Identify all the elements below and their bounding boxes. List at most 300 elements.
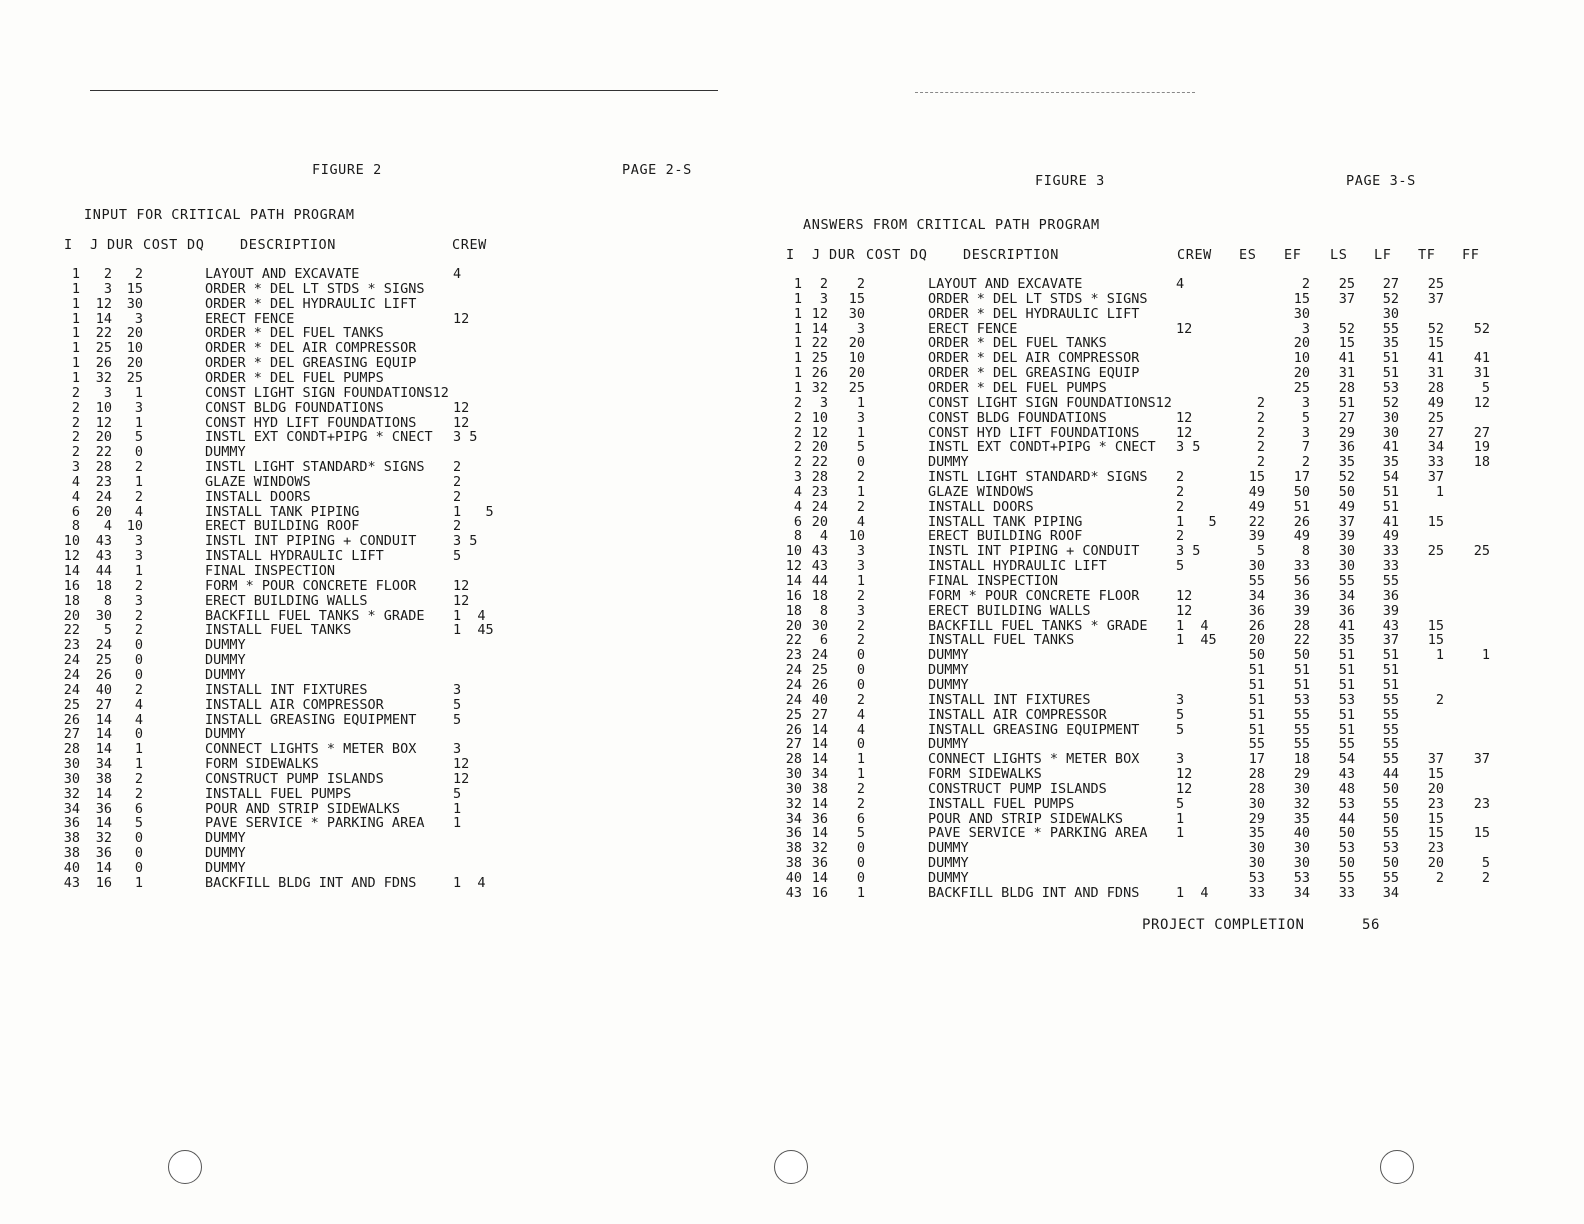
cell-ef: 51 bbox=[1293, 498, 1310, 515]
cell-tf: 33 bbox=[1427, 454, 1444, 471]
table-row bbox=[60, 668, 520, 683]
cell-ls: 53 bbox=[1338, 840, 1355, 857]
cell-crew: 3 5 bbox=[453, 533, 478, 550]
cell-es: 55 bbox=[1248, 736, 1265, 753]
cell-j: 8 bbox=[819, 602, 828, 619]
cell-tf: 23 bbox=[1427, 840, 1444, 857]
cell-dur: 6 bbox=[134, 800, 143, 817]
cell-dur: 3 bbox=[856, 543, 865, 560]
cell-crew: 1 5 bbox=[1176, 513, 1217, 530]
table-row bbox=[780, 351, 1500, 366]
table-row bbox=[780, 693, 1500, 708]
cell-dur: 2 bbox=[856, 632, 865, 649]
cell-i: 4 bbox=[793, 483, 802, 500]
cell-tf: 20 bbox=[1427, 780, 1444, 797]
cell-j: 14 bbox=[811, 320, 828, 337]
cell-desc: PAVE SERVICE * PARKING AREA bbox=[928, 825, 1148, 842]
cell-dur: 0 bbox=[134, 637, 143, 654]
table-row bbox=[780, 366, 1500, 381]
cell-ls: 51 bbox=[1338, 394, 1355, 411]
cell-desc: CONST BLDG FOUNDATIONS bbox=[205, 399, 384, 416]
cell-desc: DUMMY bbox=[205, 652, 246, 669]
cell-lf: 51 bbox=[1382, 483, 1399, 500]
cell-j: 36 bbox=[95, 800, 112, 817]
figure2-subtitle: INPUT FOR CRITICAL PATH PROGRAM bbox=[84, 207, 355, 223]
cell-lf: 44 bbox=[1382, 766, 1399, 783]
cell-lf: 30 bbox=[1382, 424, 1399, 441]
cell-i: 1 bbox=[71, 280, 80, 297]
table-row bbox=[60, 475, 520, 490]
cell-ef: 30 bbox=[1293, 305, 1310, 322]
cell-desc: ORDER * DEL FUEL TANKS bbox=[205, 325, 384, 342]
cell-i: 2 bbox=[71, 444, 80, 461]
cell-dur: 3 bbox=[856, 320, 865, 337]
cell-j: 14 bbox=[811, 721, 828, 738]
cell-es: 49 bbox=[1248, 498, 1265, 515]
cell-desc: INSTL LIGHT STANDARD* SIGNS bbox=[205, 459, 425, 476]
table-row bbox=[780, 886, 1500, 901]
cell-ef: 15 bbox=[1293, 290, 1310, 307]
cell-dur: 3 bbox=[134, 399, 143, 416]
cell-tf: 27 bbox=[1427, 424, 1444, 441]
cell-crew: 12 bbox=[453, 592, 470, 609]
cell-j: 32 bbox=[811, 379, 828, 396]
cell-i: 4 bbox=[793, 498, 802, 515]
cell-ef: 49 bbox=[1293, 528, 1310, 545]
cell-crew: 5 bbox=[453, 711, 462, 728]
table-row bbox=[780, 411, 1500, 426]
cell-i: 36 bbox=[785, 825, 802, 842]
cell-i: 6 bbox=[71, 503, 80, 520]
cell-j: 10 bbox=[95, 399, 112, 416]
cell-crew: 3 bbox=[1176, 691, 1185, 708]
cell-j: 40 bbox=[95, 681, 112, 698]
cell-es: 30 bbox=[1248, 840, 1265, 857]
cell-desc: INSTALL INT FIXTURES bbox=[205, 681, 368, 698]
cell-dur: 1 bbox=[856, 394, 865, 411]
cell-j: 12 bbox=[95, 414, 112, 431]
cell-lf: 52 bbox=[1382, 394, 1399, 411]
cell-tf: 34 bbox=[1427, 439, 1444, 456]
cell-j: 26 bbox=[95, 355, 112, 372]
cell-j: 14 bbox=[95, 726, 112, 743]
cell-lf: 55 bbox=[1382, 795, 1399, 812]
cell-j: 6 bbox=[819, 632, 828, 649]
cell-ef: 10 bbox=[1293, 350, 1310, 367]
cell-desc: INSTL EXT CONDT+PIPG * CNECT bbox=[205, 429, 433, 446]
cell-crew: 5 bbox=[453, 548, 462, 565]
col-description: DESCRIPTION bbox=[963, 247, 1060, 263]
cell-lf: 51 bbox=[1382, 662, 1399, 679]
cell-ls: 55 bbox=[1338, 736, 1355, 753]
cell-crew: 1 4 bbox=[453, 607, 486, 624]
cell-dur: 0 bbox=[856, 840, 865, 857]
cell-ff: 5 bbox=[1481, 855, 1490, 872]
cell-i: 26 bbox=[785, 721, 802, 738]
figure3-title: FIGURE 3 bbox=[1035, 173, 1105, 189]
cell-i: 2 bbox=[71, 429, 80, 446]
cell-tf: 1 bbox=[1435, 647, 1444, 664]
cell-i: 27 bbox=[785, 736, 802, 753]
cell-i: 43 bbox=[63, 874, 80, 891]
cell-ls: 51 bbox=[1338, 706, 1355, 723]
cell-j: 34 bbox=[95, 756, 112, 773]
cell-es: 30 bbox=[1248, 558, 1265, 575]
cell-j: 30 bbox=[95, 607, 112, 624]
cell-crew: 12 bbox=[453, 310, 470, 327]
cell-lf: 55 bbox=[1382, 573, 1399, 589]
table-row bbox=[60, 460, 520, 475]
cell-dur: 0 bbox=[856, 676, 865, 693]
table-row bbox=[780, 648, 1500, 663]
cell-es: 28 bbox=[1248, 780, 1265, 797]
cell-ls: 51 bbox=[1338, 676, 1355, 693]
cell-es: 50 bbox=[1248, 647, 1265, 664]
cell-ls: 33 bbox=[1338, 884, 1355, 901]
table-row bbox=[60, 698, 520, 713]
col-ff: FF bbox=[1462, 247, 1480, 263]
cell-es: 51 bbox=[1248, 706, 1265, 723]
col-dur: DUR bbox=[107, 237, 134, 253]
cell-tf: 15 bbox=[1427, 825, 1444, 842]
cell-ls: 35 bbox=[1338, 632, 1355, 649]
cell-dur: 2 bbox=[134, 622, 143, 639]
cell-i: 32 bbox=[785, 795, 802, 812]
cell-tf: 23 bbox=[1427, 795, 1444, 812]
cell-dur: 20 bbox=[848, 335, 865, 352]
cell-j: 40 bbox=[811, 691, 828, 708]
cell-ef: 53 bbox=[1293, 691, 1310, 708]
cell-lf: 51 bbox=[1382, 498, 1399, 515]
table-row bbox=[780, 485, 1500, 500]
cell-tf: 15 bbox=[1427, 632, 1444, 649]
cell-i: 14 bbox=[785, 573, 802, 589]
cell-dur: 6 bbox=[856, 810, 865, 827]
cell-i: 1 bbox=[71, 340, 80, 357]
table-row bbox=[780, 529, 1500, 544]
cell-ff: 2 bbox=[1481, 870, 1490, 886]
cell-ls: 52 bbox=[1338, 320, 1355, 337]
table-row bbox=[780, 336, 1500, 351]
cell-ls: 48 bbox=[1338, 780, 1355, 797]
cell-dur: 2 bbox=[134, 785, 143, 802]
table-row bbox=[60, 816, 520, 831]
cell-lf: 55 bbox=[1382, 721, 1399, 738]
cell-tf: 15 bbox=[1427, 766, 1444, 783]
cell-j: 22 bbox=[811, 335, 828, 352]
cell-lf: 51 bbox=[1382, 350, 1399, 367]
cell-ls: 15 bbox=[1338, 335, 1355, 352]
cell-i: 30 bbox=[63, 770, 80, 787]
cell-i: 30 bbox=[785, 766, 802, 783]
cell-desc: INSTL INT PIPING + CONDUIT bbox=[928, 543, 1140, 560]
cell-ff: 31 bbox=[1473, 365, 1490, 382]
cell-ff: 52 bbox=[1473, 320, 1490, 337]
cell-desc: CONNECT LIGHTS * METER BOX bbox=[928, 751, 1140, 768]
cell-desc: DUMMY bbox=[928, 840, 969, 857]
cell-es: 39 bbox=[1248, 528, 1265, 545]
cell-i: 1 bbox=[793, 379, 802, 396]
cell-es: 51 bbox=[1248, 721, 1265, 738]
cell-desc: POUR AND STRIP SIDEWALKS bbox=[205, 800, 401, 817]
cell-es: 2 bbox=[1256, 424, 1265, 441]
cell-dur: 0 bbox=[134, 444, 143, 461]
table-row bbox=[780, 678, 1500, 693]
cell-i: 2 bbox=[793, 409, 802, 426]
table-row bbox=[60, 356, 520, 371]
cell-j: 38 bbox=[811, 780, 828, 797]
cell-ls: 30 bbox=[1338, 543, 1355, 560]
cell-dur: 2 bbox=[134, 681, 143, 698]
cell-dur: 2 bbox=[856, 691, 865, 708]
cell-j: 43 bbox=[811, 543, 828, 560]
cell-dur: 10 bbox=[848, 528, 865, 545]
cell-desc: PAVE SERVICE * PARKING AREA bbox=[205, 815, 425, 832]
cell-ls: 50 bbox=[1338, 825, 1355, 842]
cell-dur: 2 bbox=[134, 488, 143, 505]
cell-lf: 37 bbox=[1382, 632, 1399, 649]
cell-crew: 12 bbox=[1176, 602, 1193, 619]
cell-j: 36 bbox=[811, 810, 828, 827]
cell-j: 14 bbox=[811, 736, 828, 753]
cell-dur: 5 bbox=[856, 825, 865, 842]
cell-desc: ERECT BUILDING WALLS bbox=[205, 592, 368, 609]
cell-crew: 12 bbox=[453, 756, 470, 773]
cell-lf: 35 bbox=[1382, 454, 1399, 471]
cell-dur: 2 bbox=[856, 617, 865, 634]
cell-lf: 55 bbox=[1382, 736, 1399, 753]
table-row bbox=[780, 663, 1500, 678]
cell-j: 14 bbox=[95, 785, 112, 802]
cell-dur: 0 bbox=[134, 666, 143, 683]
cell-i: 1 bbox=[793, 335, 802, 352]
cell-crew: 12 bbox=[1176, 587, 1193, 604]
col-description: DESCRIPTION bbox=[240, 237, 337, 253]
col-i: I bbox=[786, 247, 795, 263]
cell-desc: DUMMY bbox=[928, 676, 969, 693]
cell-j: 16 bbox=[95, 874, 112, 891]
cell-j: 5 bbox=[103, 622, 112, 639]
cell-desc: CONST BLDG FOUNDATIONS bbox=[928, 409, 1107, 426]
cell-j: 25 bbox=[95, 340, 112, 357]
cell-es: 49 bbox=[1248, 483, 1265, 500]
cell-j: 25 bbox=[95, 652, 112, 669]
cell-lf: 50 bbox=[1382, 855, 1399, 872]
cell-es: 34 bbox=[1248, 587, 1265, 604]
cell-desc: DUMMY bbox=[205, 444, 246, 461]
cell-tf: 37 bbox=[1427, 469, 1444, 486]
table-row bbox=[780, 544, 1500, 559]
cell-i: 12 bbox=[785, 558, 802, 575]
cell-ls: 31 bbox=[1338, 365, 1355, 382]
cell-j: 43 bbox=[95, 533, 112, 550]
cell-ff: 5 bbox=[1481, 379, 1490, 396]
cell-i: 26 bbox=[63, 711, 80, 728]
cell-dur: 3 bbox=[134, 592, 143, 609]
cell-i: 2 bbox=[793, 424, 802, 441]
col-j: J bbox=[90, 237, 99, 253]
cell-desc: INSTALL TANK PIPING bbox=[205, 503, 360, 520]
cell-desc: INSTALL HYDRAULIC LIFT bbox=[928, 558, 1107, 575]
cell-i: 22 bbox=[785, 632, 802, 649]
table-row bbox=[60, 401, 520, 416]
table-row bbox=[60, 445, 520, 460]
cell-ls: 34 bbox=[1338, 587, 1355, 604]
cell-i: 1 bbox=[793, 276, 802, 292]
table-row bbox=[60, 267, 520, 282]
cell-i: 1 bbox=[71, 310, 80, 327]
cell-j: 14 bbox=[811, 870, 828, 886]
cell-tf: 20 bbox=[1427, 855, 1444, 872]
cell-j: 32 bbox=[95, 830, 112, 847]
cell-crew: 1 4 bbox=[1176, 617, 1209, 634]
cell-ef: 50 bbox=[1293, 647, 1310, 664]
cell-dur: 4 bbox=[134, 711, 143, 728]
cell-desc: DUMMY bbox=[928, 454, 969, 471]
cell-dur: 25 bbox=[848, 379, 865, 396]
cell-ls: 37 bbox=[1338, 513, 1355, 530]
cell-es: 29 bbox=[1248, 810, 1265, 827]
table-row bbox=[60, 534, 520, 549]
cell-j: 14 bbox=[811, 751, 828, 768]
cell-lf: 50 bbox=[1382, 780, 1399, 797]
cell-ls: 27 bbox=[1338, 409, 1355, 426]
cell-j: 24 bbox=[95, 488, 112, 505]
cell-desc: FORM SIDEWALKS bbox=[928, 766, 1042, 783]
cell-desc: INSTALL TANK PIPING bbox=[928, 513, 1083, 530]
cell-crew: 1 bbox=[1176, 825, 1185, 842]
cell-ls: 51 bbox=[1338, 647, 1355, 664]
cell-dur: 15 bbox=[848, 290, 865, 307]
cell-dur: 5 bbox=[856, 439, 865, 456]
cell-dur: 10 bbox=[126, 518, 143, 535]
cell-i: 24 bbox=[785, 691, 802, 708]
cell-j: 3 bbox=[103, 384, 112, 401]
cell-i: 40 bbox=[785, 870, 802, 886]
cell-crew: 4 bbox=[453, 266, 462, 282]
binder-hole-left bbox=[168, 1150, 202, 1184]
cell-lf: 30 bbox=[1382, 305, 1399, 322]
cell-i: 43 bbox=[785, 884, 802, 901]
cell-j: 20 bbox=[95, 429, 112, 446]
cell-crew: 1 4 bbox=[1176, 884, 1209, 901]
table-row bbox=[780, 752, 1500, 767]
cell-ff: 25 bbox=[1473, 543, 1490, 560]
cell-j: 26 bbox=[95, 666, 112, 683]
cell-i: 24 bbox=[785, 676, 802, 693]
cell-ef: 30 bbox=[1293, 855, 1310, 872]
table-row bbox=[780, 826, 1500, 841]
cell-es: 51 bbox=[1248, 691, 1265, 708]
cell-j: 26 bbox=[811, 676, 828, 693]
cell-desc: INSTALL FUEL TANKS bbox=[205, 622, 352, 639]
cell-ef: 5 bbox=[1301, 409, 1310, 426]
cell-desc: ERECT BUILDING ROOF bbox=[205, 518, 360, 535]
table-row bbox=[60, 653, 520, 668]
cell-dur: 2 bbox=[856, 276, 865, 292]
cell-lf: 51 bbox=[1382, 676, 1399, 693]
cell-ef: 20 bbox=[1293, 365, 1310, 382]
cell-ff: 12 bbox=[1473, 394, 1490, 411]
cell-i: 34 bbox=[63, 800, 80, 817]
table-row bbox=[780, 292, 1500, 307]
cell-i: 1 bbox=[71, 325, 80, 342]
cell-i: 30 bbox=[63, 756, 80, 773]
cell-dur: 1 bbox=[856, 766, 865, 783]
cell-j: 18 bbox=[95, 577, 112, 594]
cell-j: 43 bbox=[811, 558, 828, 575]
cell-i: 14 bbox=[63, 563, 80, 579]
cell-j: 27 bbox=[95, 696, 112, 713]
cell-ef: 55 bbox=[1293, 721, 1310, 738]
cell-dur: 15 bbox=[126, 280, 143, 297]
cell-crew: 4 bbox=[1176, 276, 1185, 292]
cell-crew: 2 bbox=[453, 518, 462, 535]
cell-desc: BACKFILL BLDG INT AND FDNS bbox=[928, 884, 1140, 901]
cell-dur: 4 bbox=[856, 721, 865, 738]
cell-dur: 0 bbox=[134, 830, 143, 847]
cell-i: 25 bbox=[785, 706, 802, 723]
table-row bbox=[60, 282, 520, 297]
cell-j: 43 bbox=[95, 548, 112, 565]
cell-j: 2 bbox=[819, 276, 828, 292]
cell-dur: 3 bbox=[134, 310, 143, 327]
cell-desc: BACKFILL BLDG INT AND FDNS bbox=[205, 874, 417, 891]
cell-lf: 33 bbox=[1382, 543, 1399, 560]
table-row bbox=[780, 871, 1500, 886]
cell-dur: 30 bbox=[126, 295, 143, 312]
table-row bbox=[60, 861, 520, 876]
cell-crew: 1 4 bbox=[453, 874, 486, 891]
cell-i: 4 bbox=[71, 473, 80, 490]
cell-j: 26 bbox=[811, 365, 828, 382]
figure3-page: PAGE 3-S bbox=[1346, 173, 1416, 189]
cell-dur: 1 bbox=[856, 424, 865, 441]
cell-j: 23 bbox=[811, 483, 828, 500]
cell-es: 30 bbox=[1248, 855, 1265, 872]
cell-desc: DUMMY bbox=[928, 736, 969, 753]
cell-desc: DUMMY bbox=[928, 662, 969, 679]
cell-dur: 3 bbox=[856, 602, 865, 619]
cell-dur: 2 bbox=[856, 587, 865, 604]
cell-desc: DUMMY bbox=[205, 666, 246, 683]
cell-i: 6 bbox=[793, 513, 802, 530]
cell-crew: 12 bbox=[1176, 766, 1193, 783]
table-row bbox=[780, 574, 1500, 589]
cell-dur: 0 bbox=[134, 652, 143, 669]
cell-ls: 53 bbox=[1338, 691, 1355, 708]
cell-j: 24 bbox=[95, 637, 112, 654]
cell-es: 15 bbox=[1248, 469, 1265, 486]
cell-ef: 50 bbox=[1293, 483, 1310, 500]
col-dq: DQ bbox=[187, 237, 205, 253]
cell-ef: 34 bbox=[1293, 884, 1310, 901]
table-row bbox=[780, 782, 1500, 797]
col-dq: DQ bbox=[910, 247, 928, 263]
cell-desc: ORDER * DEL LT STDS * SIGNS bbox=[205, 280, 425, 297]
cell-desc: INSTALL GREASING EQUIPMENT bbox=[928, 721, 1140, 738]
cell-desc: ORDER * DEL HYDRAULIC LIFT bbox=[928, 305, 1140, 322]
cell-dur: 2 bbox=[134, 459, 143, 476]
cell-lf: 41 bbox=[1382, 439, 1399, 456]
cell-es: 5 bbox=[1256, 543, 1265, 560]
cell-j: 24 bbox=[811, 498, 828, 515]
cell-crew: 5 bbox=[1176, 558, 1185, 575]
table-row bbox=[780, 767, 1500, 782]
cell-j: 14 bbox=[95, 711, 112, 728]
cell-desc: FORM SIDEWALKS bbox=[205, 756, 319, 773]
cell-lf: 35 bbox=[1382, 335, 1399, 352]
